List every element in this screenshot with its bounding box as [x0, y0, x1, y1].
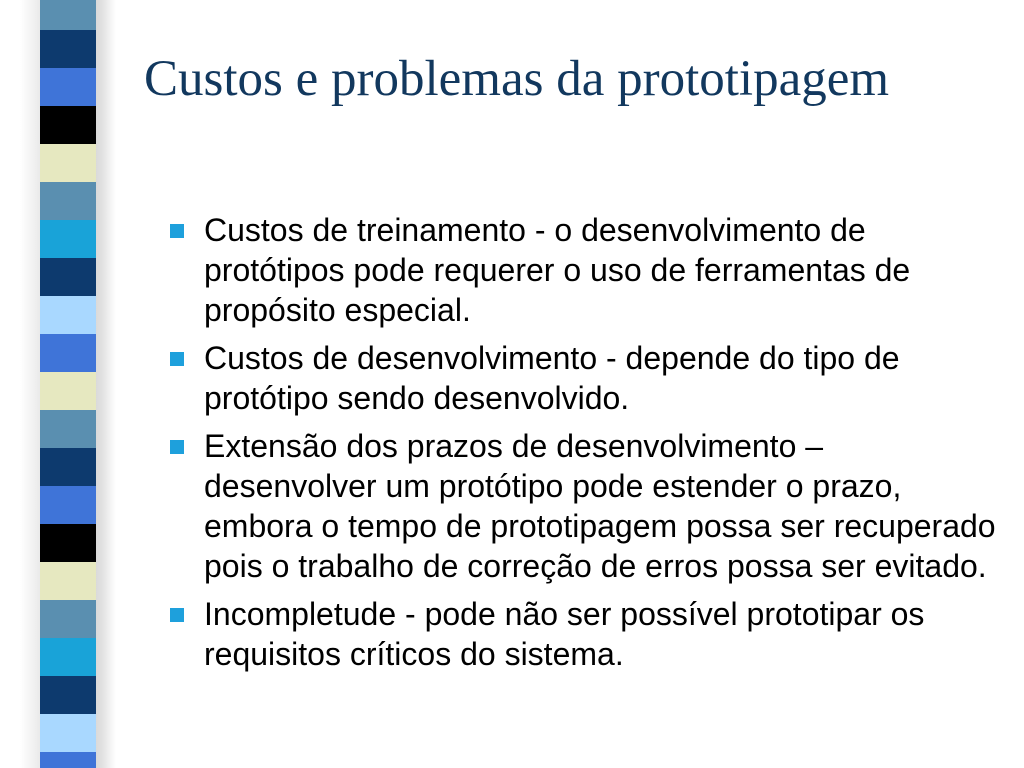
stripe-block — [40, 562, 96, 600]
stripe-block — [40, 106, 96, 144]
square-bullet-icon — [170, 352, 184, 366]
stripe-block — [40, 638, 96, 676]
stripe-block — [40, 486, 96, 524]
stripe-block — [40, 144, 96, 182]
slide-title: Custos e problemas da prototipagem — [144, 51, 890, 107]
bullet-text: Incompletude - pode não ser possível prototipar os requisitos críticos do sistema. — [204, 596, 925, 672]
stripe-block — [40, 714, 96, 752]
stripe-block — [40, 182, 96, 220]
stripe-block — [40, 372, 96, 410]
stripe-block — [40, 752, 96, 768]
stripe-block — [40, 0, 96, 30]
bullet-item — [168, 338, 998, 418]
decorative-stripe-bar — [40, 0, 96, 768]
stripe-block — [40, 448, 96, 486]
stripe-block — [40, 258, 96, 296]
stripe-block — [40, 220, 96, 258]
stripe-block — [40, 600, 96, 638]
square-bullet-icon — [170, 224, 184, 238]
square-bullet-icon — [170, 440, 184, 454]
stripe-block — [40, 410, 96, 448]
stripe-block — [40, 296, 96, 334]
square-bullet-icon — [170, 608, 184, 622]
bullet-text: Custos de treinamento - o desenvolvimento de protótipos pode requerer o uso de ferramentas de propósito especial. — [204, 212, 911, 328]
stripe-block — [40, 676, 96, 714]
bullet-item — [168, 594, 998, 674]
stripe-block — [40, 524, 96, 562]
stripe-block — [40, 30, 96, 68]
bullet-item — [168, 426, 998, 586]
stripe-block — [40, 334, 96, 372]
bullet-list — [168, 210, 998, 682]
stripe-block — [40, 68, 96, 106]
bullet-item — [168, 210, 998, 330]
bullet-text: Custos de desenvolvimento - depende do tipo de protótipo sendo desenvolvido. — [204, 340, 900, 416]
bullet-text: Extensão dos prazos de desenvolvimento – desenvolver um protótipo pode estender o prazo, embora o tempo de prototipagem possa ser recuperado pois o trabalho de correção de erros possa ser evitado. — [204, 428, 996, 584]
